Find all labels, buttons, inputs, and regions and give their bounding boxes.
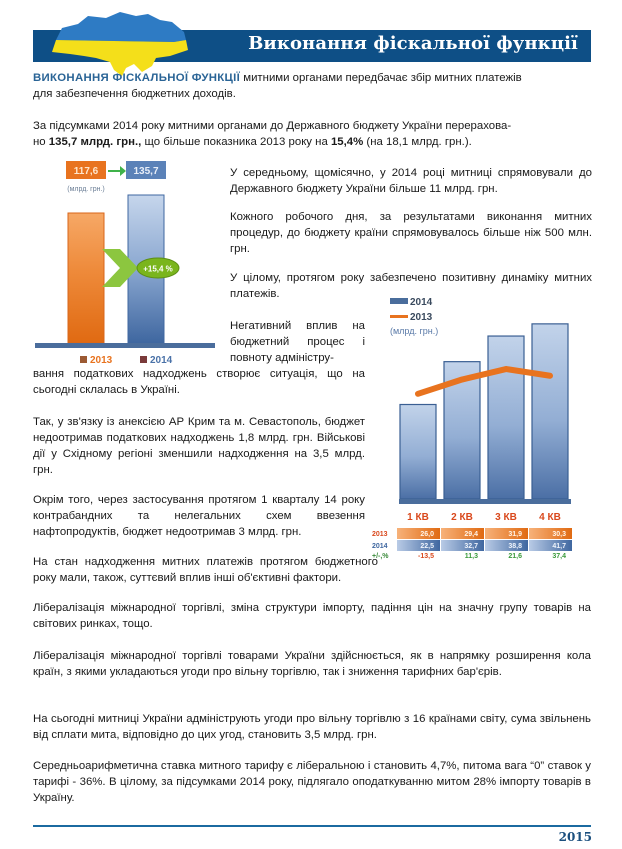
- unit-label: (млрд. грн.): [390, 326, 439, 336]
- summary-percent: 15,4%: [330, 136, 364, 148]
- legend-label-2013: 2013: [90, 355, 113, 366]
- negative-impact-paragraph-b: вання податкових надходжень створює ситуація, що на сьогодні склалась в Україні.: [33, 368, 365, 396]
- smuggling-paragraph: Окрім того, через застосування протягом 1 кварталу 14 року контрабандних та нелегальних схем ввезення нафтопродуктів, бюджет недоотримав 3 млрд. грн.: [33, 494, 365, 538]
- table-cell: 11,3: [464, 553, 478, 560]
- bar-2014-q3: [488, 336, 524, 499]
- table-cell: 22,5: [420, 543, 434, 550]
- value-label-2013: 117,6: [73, 166, 99, 177]
- dynamics-paragraph: У цілому, протягом року забезпечено позитивну динаміку митних платежів.: [230, 272, 592, 300]
- fta-paragraph: На сьогодні митниці України адмініструють угоди про вільну торгівлю з 16 країнами світу, сума звільнень від сплати мита, відповідно до цих угод, становить 3,5 млрд. грн.: [33, 713, 591, 741]
- summary-text: що більше показника 2013 року на: [141, 136, 331, 148]
- legend-label-2013: 2013: [410, 312, 433, 323]
- bar-2014-q1: [400, 405, 436, 500]
- table-cell: 30,3: [552, 531, 566, 538]
- intro-lead: ВИКОНАННЯ ФІСКАЛЬНОЇ ФУНКЦІЇ: [33, 72, 241, 84]
- category-label: 1 КВ: [407, 512, 429, 523]
- category-label: 2 КВ: [451, 512, 473, 523]
- legend-label-2014: 2014: [410, 297, 433, 308]
- table-cell: 26,0: [420, 531, 434, 538]
- growth-label: +15,4 %: [143, 264, 173, 274]
- unit-label: (млрд. грн.): [67, 186, 105, 193]
- legend-2013: [80, 355, 113, 366]
- legend-swatch-2014: [140, 356, 147, 363]
- ukraine-map-icon: [44, 6, 194, 78]
- table-cell: 21,6: [508, 553, 522, 560]
- summary-paragraph: [33, 118, 591, 150]
- table-cell: 37,4: [552, 553, 566, 560]
- table-row-label: +/-,%: [372, 553, 389, 560]
- trade-paragraph: Лібералізація міжнародної торгівлі товарами України здійснюється, як в напрямку розширення кола країн, з якими укладаються угоди про вільну торгівлю, так і зниження тарифних бар'єрів.: [33, 650, 591, 678]
- crimea-paragraph: Так, у зв'язку із анексією АР Крим та м. Севастополь, бюджет недоотримав податкових надходжень 1,8 млрд. грн. Військові дії у Східному регіоні зменшили надходження на 3,5 млрд. грн.: [33, 416, 365, 476]
- table-cell: 38,8: [508, 543, 522, 550]
- value-label-2014: 135,7: [133, 166, 159, 177]
- quarterly-revenue-chart: [370, 292, 610, 574]
- table-cell: 41,7: [552, 543, 566, 550]
- footer-divider: [33, 825, 591, 827]
- table-cell: -13,5: [418, 553, 434, 560]
- intro-text: митними органами передбачає збір митних платежів: [240, 72, 522, 84]
- daily-paragraph: Кожного робочого дня, за результатами виконання митних процедур, до бюджету країни спрямовувалось більше ніж 500 млн. грн.: [230, 211, 592, 255]
- intro-paragraph: [33, 70, 591, 102]
- annual-revenue-chart: [30, 155, 220, 370]
- negative-impact-paragraph-a: Негативний вплив на бюджетний процес і повноту адміністру-: [230, 320, 365, 364]
- legend-swatch-2013: [390, 315, 408, 318]
- tariff-paragraph: Середньоарифметична ставка митного тарифу є ліберальною і становить 4,7%, питома вага “0” ставок у тарифі - 36%. В цілому, за підсумками 2014 року, підлягало оподаткуванню митом 28% імпорту товарів в Україну.: [33, 760, 591, 804]
- legend-swatch-2014: [390, 298, 408, 304]
- footer-year: 2015: [558, 830, 592, 844]
- legend-2014: [140, 355, 173, 366]
- chart-baseline: [35, 343, 215, 348]
- table-cell: 32,7: [464, 543, 478, 550]
- chart-baseline: [399, 499, 571, 504]
- arrow-right-icon: [108, 166, 126, 176]
- page-title: Виконання фіскальної функції: [248, 33, 578, 54]
- bar-2014-q4: [532, 324, 568, 499]
- summary-text: (на 18,1 млрд. грн.).: [363, 136, 472, 148]
- intro-text-2: для забезпечення бюджетних доходів.: [33, 88, 236, 100]
- monthly-paragraph: У середньому, щомісячно, у 2014 році митниці спрямовували до Державного бюджету України більше 11 млрд. грн.: [230, 167, 592, 195]
- category-label: 4 КВ: [539, 512, 561, 523]
- table-row-label: 2014: [372, 543, 388, 550]
- line-2013: [418, 369, 550, 394]
- chart2-legend: [390, 297, 438, 336]
- factors-paragraph: На стан надходження митних платежів протягом бюджетного року мали, також, суттєвий вплив інші об'єктивні фактори.: [33, 556, 378, 584]
- table-cell: 29,4: [464, 531, 478, 538]
- legend-swatch-2013: [80, 356, 87, 363]
- summary-text: но: [33, 136, 49, 148]
- legend-label-2014: 2014: [150, 355, 173, 366]
- table-row-label: 2013: [372, 531, 388, 538]
- category-label: 3 КВ: [495, 512, 517, 523]
- liberalization-paragraph: Лібералізація міжнародної торгівлі, зміна структури імпорту, падіння цін на значну групу товарів на світових ринках, тощо.: [33, 602, 591, 630]
- summary-line-1: За підсумками 2014 року митними органами до Державного бюджету України перерахова-: [33, 120, 512, 132]
- table-cell: 31,9: [508, 531, 522, 538]
- bar-2013: [68, 213, 104, 343]
- summary-amount: 135,7 млрд. грн.,: [48, 136, 142, 148]
